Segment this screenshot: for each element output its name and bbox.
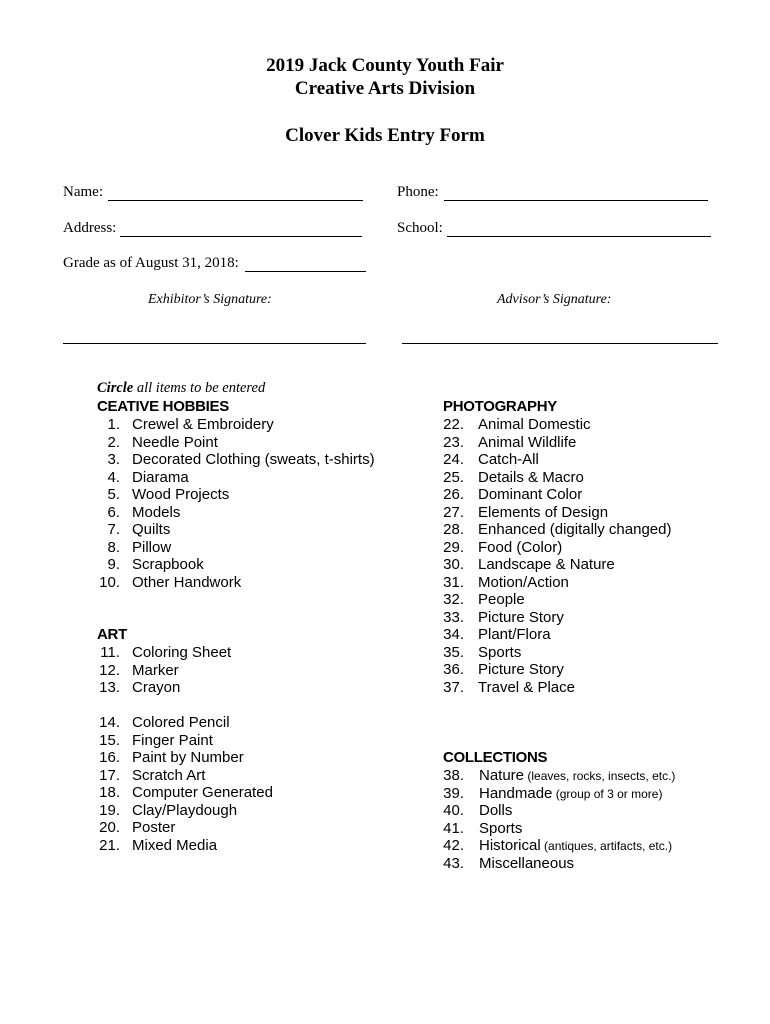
item-label: Dolls [479, 802, 513, 819]
list-item[interactable] [443, 609, 671, 627]
list-item[interactable] [97, 451, 375, 469]
item-number: 24. [443, 451, 464, 468]
grade-field[interactable] [245, 271, 366, 272]
item-label: Other Handwork [132, 573, 242, 591]
art-list-a [97, 644, 231, 697]
item-label: Sports [479, 819, 523, 837]
item-label: Enhanced (digitally changed) [478, 521, 672, 538]
list-item[interactable] [443, 855, 675, 873]
item-label: Quilts [132, 521, 171, 538]
circle-word: Circle [97, 380, 134, 396]
item-number: 11. [100, 644, 120, 661]
item-number: 25. [443, 468, 464, 486]
item-label: People [478, 591, 525, 608]
item-number: 5. [107, 486, 120, 503]
item-number: 35. [443, 643, 464, 661]
list-item[interactable] [97, 539, 375, 557]
item-number: 36. [443, 661, 464, 678]
item-label: Pillow [132, 538, 172, 556]
address-label: Address: [63, 220, 117, 236]
list-item[interactable] [443, 767, 675, 785]
item-number: 3. [107, 451, 120, 468]
item-label: Miscellaneous [479, 854, 575, 872]
circle-instruction [97, 380, 265, 397]
item-label: Scratch Art [132, 766, 206, 784]
item-label: Mixed Media [132, 836, 218, 854]
item-number: 23. [443, 433, 464, 451]
item-label: Clay/Playdough [132, 801, 238, 819]
item-number: 8. [107, 538, 120, 556]
item-number: 32. [443, 591, 464, 608]
list-item[interactable] [443, 416, 671, 434]
list-item[interactable] [97, 469, 375, 487]
school-label: School: [397, 220, 443, 236]
list-item[interactable] [443, 679, 671, 697]
item-label: Animal Wildlife [478, 433, 577, 451]
item-label: Scrapbook [132, 556, 204, 573]
list-item[interactable] [443, 661, 671, 679]
list-item[interactable] [443, 451, 671, 469]
item-label: Plant/Flora [478, 626, 551, 643]
item-label: Picture Story [478, 661, 564, 678]
list-item[interactable] [97, 802, 273, 820]
item-label: Coloring Sheet [132, 644, 232, 661]
phone-field[interactable] [444, 200, 708, 201]
item-label: Handmade [479, 784, 553, 802]
list-item[interactable] [97, 767, 273, 785]
list-item[interactable] [443, 644, 671, 662]
list-item[interactable] [97, 732, 273, 750]
item-label: Marker [132, 661, 179, 679]
item-label: Food (Color) [478, 538, 563, 556]
circle-rest: all items to be entered [133, 380, 266, 396]
item-number: 33. [443, 608, 464, 626]
list-item[interactable] [97, 521, 375, 539]
name-field[interactable] [108, 200, 363, 201]
item-number: 19. [99, 801, 120, 819]
list-item[interactable] [443, 556, 671, 574]
item-label: Historical [479, 837, 541, 854]
form-title: Clover Kids Entry Form [285, 125, 485, 146]
list-item[interactable] [443, 626, 671, 644]
exhibitor-signature-line[interactable] [63, 343, 366, 344]
photography-list [443, 416, 671, 696]
item-number: 39. [443, 784, 464, 802]
list-item[interactable] [97, 574, 375, 592]
item-number: 37. [443, 678, 464, 696]
item-label: Models [132, 503, 181, 521]
exhibitor-signature-label: Exhibitor’s Signature: [148, 292, 272, 307]
list-item[interactable] [443, 539, 671, 557]
item-number: 31. [443, 573, 464, 591]
item-number: 14. [99, 714, 120, 731]
item-number: 12. [99, 661, 120, 679]
list-item[interactable] [97, 819, 273, 837]
item-number: 34. [443, 626, 464, 643]
list-item[interactable] [443, 837, 675, 855]
collections-heading: COLLECTIONS [443, 749, 548, 766]
item-label: Sports [478, 643, 522, 661]
item-label: Nature [479, 767, 525, 784]
item-number: 27. [443, 503, 464, 521]
item-number: 18. [99, 784, 120, 801]
item-label: Travel & Place [478, 678, 575, 696]
list-item[interactable] [97, 486, 375, 504]
item-number: 42. [443, 837, 464, 854]
item-label: Wood Projects [132, 486, 230, 503]
list-item[interactable] [443, 504, 671, 522]
list-item[interactable] [443, 521, 671, 539]
item-label: Elements of Design [478, 503, 609, 521]
creative-hobbies-heading: CEATIVE HOBBIES [97, 398, 229, 415]
item-number: 22. [443, 416, 464, 433]
item-number: 41. [443, 819, 464, 837]
item-label: Poster [132, 819, 176, 836]
item-number: 4. [107, 468, 120, 486]
item-number: 21. [99, 836, 120, 854]
item-number: 43. [443, 854, 464, 872]
item-label: Details & Macro [478, 468, 584, 486]
advisor-signature-label: Advisor’s Signature: [497, 292, 612, 307]
list-item[interactable] [443, 434, 671, 452]
item-note: (leaves, rocks, insects, etc.) [524, 769, 676, 783]
list-item[interactable] [97, 416, 375, 434]
item-number: 17. [99, 766, 120, 784]
item-number: 10. [99, 573, 120, 591]
list-item[interactable] [443, 820, 675, 838]
item-label: Animal Domestic [478, 416, 591, 433]
item-number: 6. [107, 503, 120, 521]
item-number: 2. [107, 433, 120, 451]
item-label: Needle Point [132, 433, 218, 451]
list-item[interactable] [443, 785, 675, 803]
list-item[interactable] [97, 434, 375, 452]
advisor-signature-line[interactable] [402, 343, 718, 344]
item-label: Motion/Action [478, 573, 569, 591]
item-number: 28. [443, 521, 464, 538]
division-title: Creative Arts Division [294, 78, 476, 99]
list-item[interactable] [443, 574, 671, 592]
item-label: Paint by Number [132, 749, 244, 766]
list-item[interactable] [97, 504, 375, 522]
collections-list [443, 767, 675, 872]
item-label: Crewel & Embroidery [132, 416, 274, 433]
item-note: (group of 3 or more) [552, 786, 663, 801]
item-number: 38. [443, 767, 464, 784]
item-number: 26. [443, 486, 464, 503]
item-number: 16. [99, 749, 120, 766]
item-label: Picture Story [478, 608, 564, 626]
name-label: Name: [63, 184, 103, 200]
item-label: Computer Generated [132, 784, 273, 801]
list-item[interactable] [97, 662, 231, 680]
list-item[interactable] [443, 486, 671, 504]
item-label: Landscape & Nature [478, 556, 615, 573]
item-label: Colored Pencil [132, 714, 230, 731]
art-heading: ART [97, 626, 127, 643]
item-number: 9. [107, 556, 120, 573]
item-number: 20. [99, 819, 120, 836]
list-item[interactable] [97, 644, 231, 662]
item-label: Crayon [132, 679, 181, 696]
item-number: 13. [99, 679, 120, 696]
fair-title: 2019 Jack County Youth Fair [266, 55, 504, 76]
list-item[interactable] [443, 802, 675, 820]
item-label: Catch-All [478, 451, 539, 468]
item-label: Diarama [132, 468, 189, 486]
list-item[interactable] [97, 749, 273, 767]
grade-label: Grade as of August 31, 2018: [63, 255, 239, 271]
item-label: Finger Paint [132, 731, 213, 749]
item-number: 29. [443, 538, 464, 556]
item-label: Dominant Color [478, 486, 583, 503]
list-item[interactable] [97, 679, 231, 697]
photography-heading: PHOTOGRAPHY [443, 398, 557, 415]
phone-label: Phone: [397, 184, 439, 200]
list-item[interactable] [97, 784, 273, 802]
list-item[interactable] [97, 556, 375, 574]
item-number: 30. [443, 556, 464, 573]
art-list-b [97, 714, 273, 854]
item-note: (antiques, artifacts, etc.) [540, 839, 673, 853]
address-field[interactable] [120, 236, 362, 237]
list-item[interactable] [443, 591, 671, 609]
item-label: Decorated Clothing (sweats, t-shirts) [132, 451, 375, 468]
school-field[interactable] [447, 236, 711, 237]
item-number: 1. [107, 416, 120, 433]
list-item[interactable] [97, 714, 273, 732]
item-number: 15. [99, 731, 120, 749]
creative-hobbies-list [97, 416, 375, 591]
item-number: 40. [443, 802, 464, 819]
list-item[interactable] [97, 837, 273, 855]
list-item[interactable] [443, 469, 671, 487]
item-number: 7. [107, 521, 120, 538]
